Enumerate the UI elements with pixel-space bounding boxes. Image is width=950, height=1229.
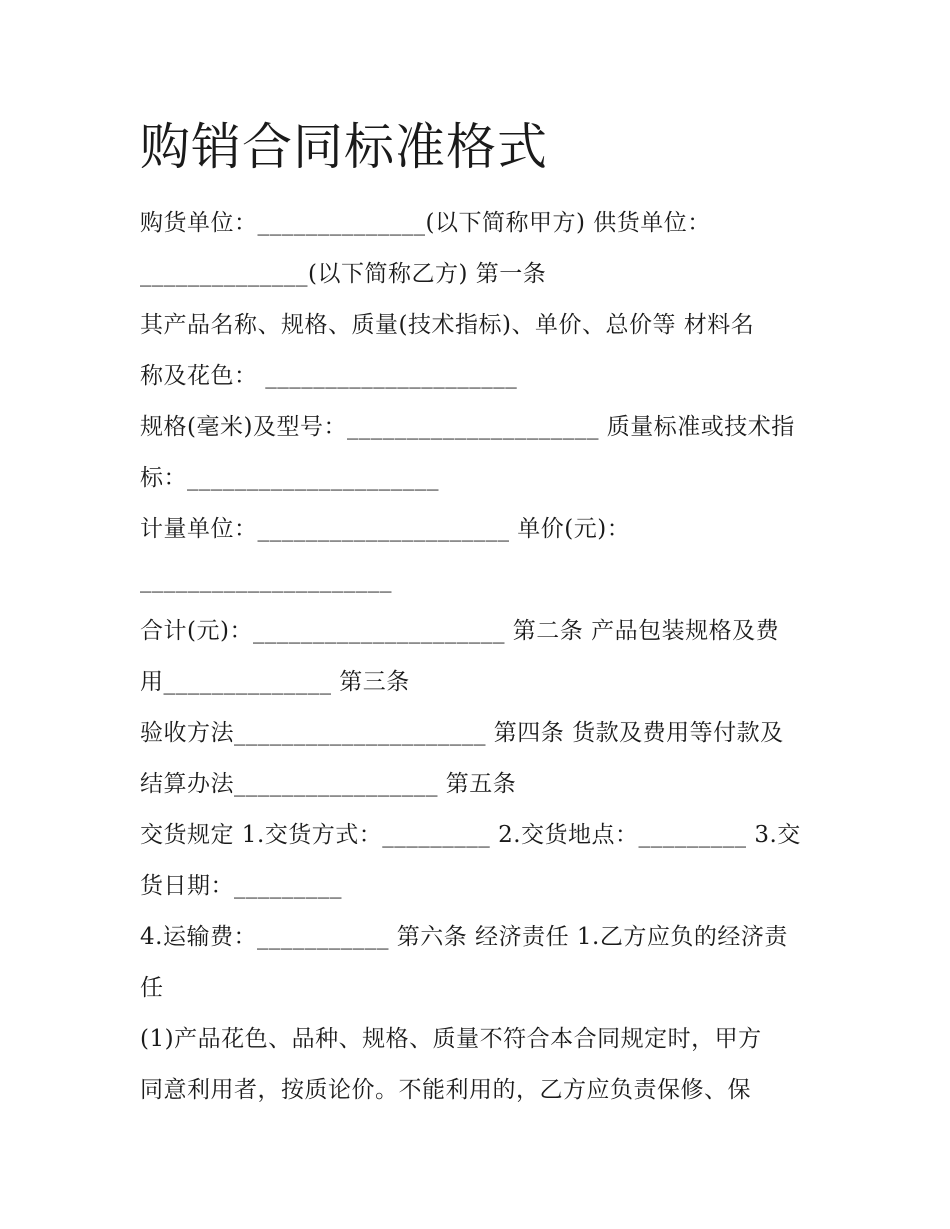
contract-line: 计量单位：_____________________ 单价(元)： [140,516,631,542]
contract-line: 交货规定 1.交货方式：_________ 2.交货地点：_________ 3.交 [140,822,801,848]
contract-line: 4.运输费：___________ 第六条 经济责任 1.乙方应负的经济责 [140,924,788,950]
contract-line: 购货单位：______________(以下简称甲方) 供货单位： [140,210,711,236]
contract-line: 任 [140,975,164,1001]
contract-line: ______________(以下简称乙方) 第一条 [140,261,547,287]
document-title: 购销合同标准格式 [140,118,548,176]
contract-line: 规格(毫米)及型号：_____________________ 质量标准或技术指 [140,414,795,440]
contract-line: 其产品名称、规格、质量(技术指标)、单价、总价等 材料名 [140,312,755,338]
contract-line: _____________________ [140,567,392,593]
contract-line: (1)产品花色、品种、规格、质量不符合本合同规定时，甲方 [140,1026,762,1052]
contract-line: 结算办法_________________ 第五条 [140,771,517,797]
contract-body [140,198,830,1116]
contract-line: 标：_____________________ [140,465,439,491]
contract-line: 同意利用者，按质论价。不能利用的，乙方应负责保修、保 [140,1077,751,1103]
contract-line: 验收方法_____________________ 第四条 货款及费用等付款及 [140,720,784,746]
contract-line: 称及花色： _____________________ [140,363,518,389]
contract-line: 货日期：_________ [140,873,342,899]
contract-line: 合计(元)：_____________________ 第二条 产品包装规格及费 [140,618,780,644]
contract-line: 用______________ 第三条 [140,669,410,695]
